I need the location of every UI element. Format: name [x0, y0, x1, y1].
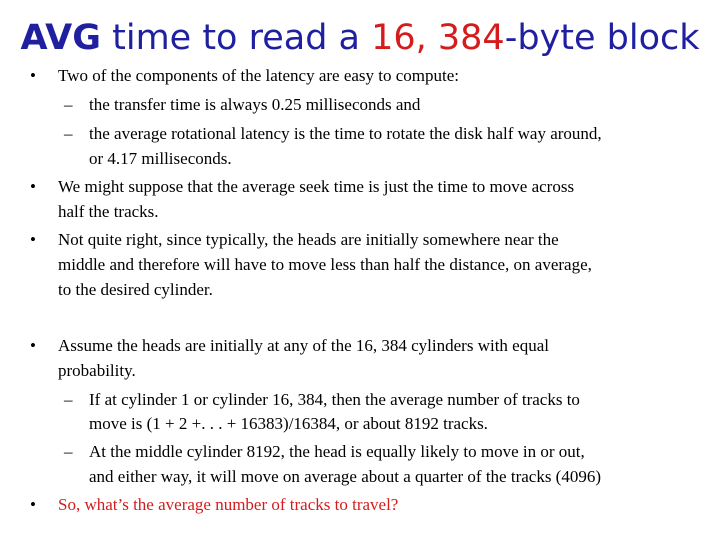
dash-marker: – [64, 442, 73, 461]
sub-1-2-line-2: or 4.17 milliseconds. [89, 149, 232, 168]
sub-4-2-line-1: At the middle cylinder 8192, the head is equally likely to move in or out, [89, 442, 585, 461]
title-highlight: 16, 384 [371, 18, 505, 58]
bullet-marker: • [30, 177, 36, 196]
bullet-2-line-1: We might suppose that the average seek time is just the time to move across [58, 177, 575, 196]
sub-4-2-line-2: and either way, it will move on average about a quarter of the tracks (4096) [89, 467, 602, 486]
bullet-marker: • [30, 336, 36, 355]
bullet-marker: • [30, 66, 36, 85]
bullet-3-line-2: middle and therefore will have to move less than half the distance, on average, [58, 255, 592, 274]
sub-1-2-line-1: the average rotational latency is the time to rotate the disk half way around, [89, 124, 602, 143]
title-suffix: -byte block [504, 18, 700, 58]
bullet-2-line-2: half the tracks. [58, 202, 159, 221]
sub-1-1-line-1: the transfer time is always 0.25 milliseconds and [89, 95, 421, 114]
title-middle: time to read a [101, 18, 372, 58]
sub-4-1-line-1: If at cylinder 1 or cylinder 16, 384, then the average number of tracks to [89, 390, 580, 409]
dash-marker: – [64, 95, 73, 114]
sub-4-1-line-2: move is (1 + 2 +. . . + 16383)/16384, or about 8192 tracks. [89, 414, 488, 433]
title-prefix: AVG [20, 18, 101, 58]
bullet-3-line-3: to the desired cylinder. [58, 280, 213, 299]
dash-marker: – [64, 124, 73, 143]
bullet-1-line-1: Two of the components of the latency are easy to compute: [58, 66, 460, 85]
bullet-4-line-2: probability. [58, 361, 136, 380]
bullet-4-line-1: Assume the heads are initially at any of the 16, 384 cylinders with equal [58, 336, 549, 355]
bullet-3-line-1: Not quite right, since typically, the heads are initially somewhere near the [58, 230, 559, 249]
bullet-5-line-1: So, what’s the average number of tracks to travel? [58, 495, 399, 514]
dash-marker: – [64, 390, 73, 409]
bullet-marker: • [30, 230, 36, 249]
bullet-marker: • [30, 495, 36, 514]
